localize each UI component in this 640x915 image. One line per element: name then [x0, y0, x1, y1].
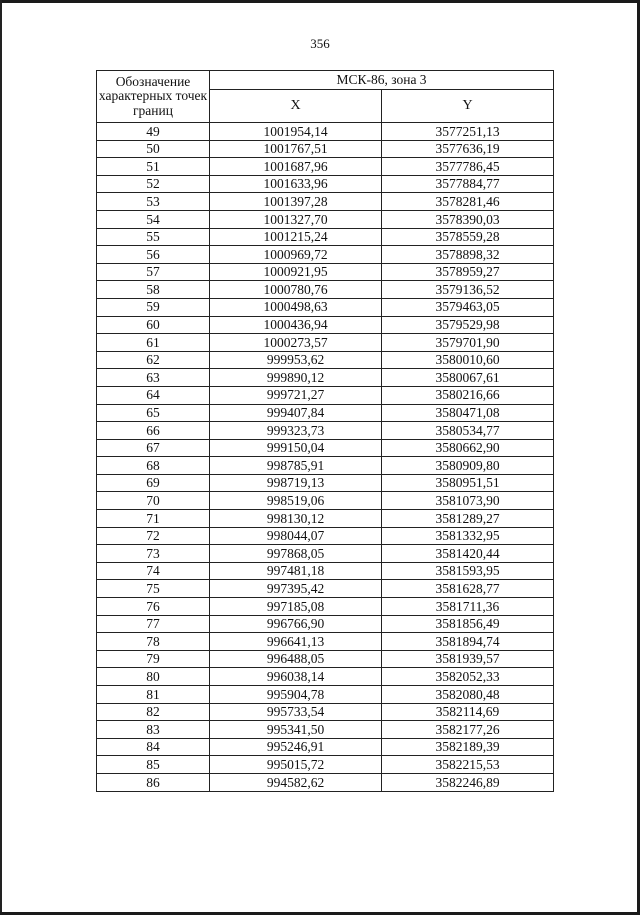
x-coordinate-cell: 1000498,63	[210, 298, 382, 316]
table-row	[97, 439, 554, 457]
coordinate-system-header: МСК-86, зона 3	[210, 71, 554, 90]
table-row	[97, 334, 554, 352]
point-cell: 78	[97, 633, 210, 651]
x-coordinate-cell: 999407,84	[210, 404, 382, 422]
x-coordinate-cell: 997481,18	[210, 562, 382, 580]
x-coordinate-cell: 995904,78	[210, 686, 382, 704]
point-cell: 57	[97, 263, 210, 281]
y-coordinate-cell: 3582114,69	[382, 703, 554, 721]
table-row	[97, 492, 554, 510]
point-cell: 60	[97, 316, 210, 334]
y-coordinate-cell: 3579463,05	[382, 298, 554, 316]
table-row	[97, 738, 554, 756]
y-coordinate-cell: 3581420,44	[382, 545, 554, 563]
table-row	[97, 140, 554, 158]
table-header-row	[97, 71, 554, 90]
point-cell: 85	[97, 756, 210, 774]
y-coordinate-cell: 3580909,80	[382, 457, 554, 475]
x-coordinate-cell: 1001633,96	[210, 175, 382, 193]
table-row	[97, 246, 554, 264]
y-coordinate-cell: 3581711,36	[382, 598, 554, 616]
table-row	[97, 422, 554, 440]
y-coordinate-cell: 3581593,95	[382, 562, 554, 580]
x-coordinate-cell: 996488,05	[210, 650, 382, 668]
table-row	[97, 175, 554, 193]
y-coordinate-cell: 3578390,03	[382, 210, 554, 228]
y-coordinate-cell: 3580951,51	[382, 474, 554, 492]
table-row	[97, 545, 554, 563]
point-cell: 67	[97, 439, 210, 457]
y-coordinate-cell: 3580471,08	[382, 404, 554, 422]
y-coordinate-cell: 3581939,57	[382, 650, 554, 668]
x-coordinate-cell: 997395,42	[210, 580, 382, 598]
x-coordinate-cell: 999890,12	[210, 369, 382, 387]
x-coordinate-cell: 1001687,96	[210, 158, 382, 176]
point-cell: 55	[97, 228, 210, 246]
point-cell: 64	[97, 386, 210, 404]
table-row	[97, 228, 554, 246]
x-coordinate-cell: 998719,13	[210, 474, 382, 492]
y-coordinate-cell: 3577251,13	[382, 123, 554, 141]
x-coordinate-cell: 1001767,51	[210, 140, 382, 158]
x-coordinate-cell: 996766,90	[210, 615, 382, 633]
point-cell: 70	[97, 492, 210, 510]
point-cell: 73	[97, 545, 210, 563]
x-coordinate-cell: 1000273,57	[210, 334, 382, 352]
boundary-coordinates-table	[96, 70, 554, 792]
x-coordinate-cell: 1000969,72	[210, 246, 382, 264]
y-coordinate-cell: 3581073,90	[382, 492, 554, 510]
table-row	[97, 158, 554, 176]
y-coordinate-cell: 3581894,74	[382, 633, 554, 651]
point-cell: 81	[97, 686, 210, 704]
table-row	[97, 756, 554, 774]
y-coordinate-cell: 3579136,52	[382, 281, 554, 299]
point-cell: 53	[97, 193, 210, 211]
table-row	[97, 527, 554, 545]
y-coordinate-cell: 3578281,46	[382, 193, 554, 211]
point-cell: 49	[97, 123, 210, 141]
point-cell: 76	[97, 598, 210, 616]
y-coordinate-cell: 3581628,77	[382, 580, 554, 598]
x-coordinate-cell: 999953,62	[210, 351, 382, 369]
point-cell: 54	[97, 210, 210, 228]
point-cell: 80	[97, 668, 210, 686]
y-coordinate-cell: 3580534,77	[382, 422, 554, 440]
y-coordinate-cell: 3581289,27	[382, 510, 554, 528]
table-row	[97, 703, 554, 721]
y-coordinate-cell: 3578559,28	[382, 228, 554, 246]
x-coordinate-cell: 997868,05	[210, 545, 382, 563]
y-coordinate-cell: 3582052,33	[382, 668, 554, 686]
point-cell: 72	[97, 527, 210, 545]
x-coordinate-cell: 1001954,14	[210, 123, 382, 141]
x-coordinate-cell: 998044,07	[210, 527, 382, 545]
table-row	[97, 598, 554, 616]
table-row	[97, 351, 554, 369]
point-cell: 65	[97, 404, 210, 422]
x-coordinate-cell: 997185,08	[210, 598, 382, 616]
x-column-header: X	[210, 90, 382, 123]
point-cell: 84	[97, 738, 210, 756]
point-cell: 66	[97, 422, 210, 440]
x-coordinate-cell: 1001327,70	[210, 210, 382, 228]
x-coordinate-cell: 995246,91	[210, 738, 382, 756]
point-cell: 68	[97, 457, 210, 475]
point-cell: 71	[97, 510, 210, 528]
table-row	[97, 633, 554, 651]
y-coordinate-cell: 3582189,39	[382, 738, 554, 756]
table-row	[97, 773, 554, 791]
table-row	[97, 386, 554, 404]
x-coordinate-cell: 998519,06	[210, 492, 382, 510]
y-coordinate-cell: 3581332,95	[382, 527, 554, 545]
x-coordinate-cell: 998785,91	[210, 457, 382, 475]
table-row	[97, 721, 554, 739]
point-cell: 83	[97, 721, 210, 739]
x-coordinate-cell: 1000436,94	[210, 316, 382, 334]
x-coordinate-cell: 999323,73	[210, 422, 382, 440]
point-cell: 82	[97, 703, 210, 721]
point-cell: 56	[97, 246, 210, 264]
point-cell: 52	[97, 175, 210, 193]
y-coordinate-cell: 3579529,98	[382, 316, 554, 334]
table-body	[97, 123, 554, 792]
table-row	[97, 510, 554, 528]
y-column-header: Y	[382, 90, 554, 123]
table-row	[97, 263, 554, 281]
x-coordinate-cell: 996641,13	[210, 633, 382, 651]
y-coordinate-cell: 3582215,53	[382, 756, 554, 774]
x-coordinate-cell: 998130,12	[210, 510, 382, 528]
table-row	[97, 123, 554, 141]
table-row	[97, 369, 554, 387]
x-coordinate-cell: 995341,50	[210, 721, 382, 739]
scan-border-left	[0, 0, 2, 915]
point-cell: 79	[97, 650, 210, 668]
point-column-header: Обозначение характерных точек границ	[97, 71, 210, 123]
y-coordinate-cell: 3579701,90	[382, 334, 554, 352]
x-coordinate-cell: 996038,14	[210, 668, 382, 686]
y-coordinate-cell: 3582080,48	[382, 686, 554, 704]
y-coordinate-cell: 3582177,26	[382, 721, 554, 739]
table-row	[97, 668, 554, 686]
point-cell: 50	[97, 140, 210, 158]
y-coordinate-cell: 3580010,60	[382, 351, 554, 369]
x-coordinate-cell: 999721,27	[210, 386, 382, 404]
y-coordinate-cell: 3578898,32	[382, 246, 554, 264]
scan-border-top	[0, 0, 640, 3]
x-coordinate-cell: 1001215,24	[210, 228, 382, 246]
table-row	[97, 650, 554, 668]
table-row	[97, 298, 554, 316]
point-cell: 61	[97, 334, 210, 352]
y-coordinate-cell: 3581856,49	[382, 615, 554, 633]
table-row	[97, 474, 554, 492]
y-coordinate-cell: 3577884,77	[382, 175, 554, 193]
x-coordinate-cell: 1001397,28	[210, 193, 382, 211]
point-cell: 69	[97, 474, 210, 492]
page-number: 356	[310, 36, 330, 51]
x-coordinate-cell: 999150,04	[210, 439, 382, 457]
y-coordinate-cell: 3580216,66	[382, 386, 554, 404]
point-cell: 74	[97, 562, 210, 580]
point-cell: 86	[97, 773, 210, 791]
x-coordinate-cell: 995015,72	[210, 756, 382, 774]
y-coordinate-cell: 3582246,89	[382, 773, 554, 791]
point-cell: 58	[97, 281, 210, 299]
point-cell: 77	[97, 615, 210, 633]
table-row	[97, 281, 554, 299]
table-row	[97, 404, 554, 422]
table-row	[97, 457, 554, 475]
point-cell: 63	[97, 369, 210, 387]
point-cell: 62	[97, 351, 210, 369]
point-cell: 51	[97, 158, 210, 176]
point-cell: 75	[97, 580, 210, 598]
table-row	[97, 686, 554, 704]
y-coordinate-cell: 3580067,61	[382, 369, 554, 387]
table-row	[97, 316, 554, 334]
y-coordinate-cell: 3578959,27	[382, 263, 554, 281]
x-coordinate-cell: 994582,62	[210, 773, 382, 791]
y-coordinate-cell: 3577786,45	[382, 158, 554, 176]
x-coordinate-cell: 995733,54	[210, 703, 382, 721]
x-coordinate-cell: 1000780,76	[210, 281, 382, 299]
y-coordinate-cell: 3580662,90	[382, 439, 554, 457]
table-row	[97, 562, 554, 580]
y-coordinate-cell: 3577636,19	[382, 140, 554, 158]
table-row	[97, 580, 554, 598]
table-row	[97, 193, 554, 211]
x-coordinate-cell: 1000921,95	[210, 263, 382, 281]
table-row	[97, 210, 554, 228]
point-cell: 59	[97, 298, 210, 316]
table-row	[97, 615, 554, 633]
